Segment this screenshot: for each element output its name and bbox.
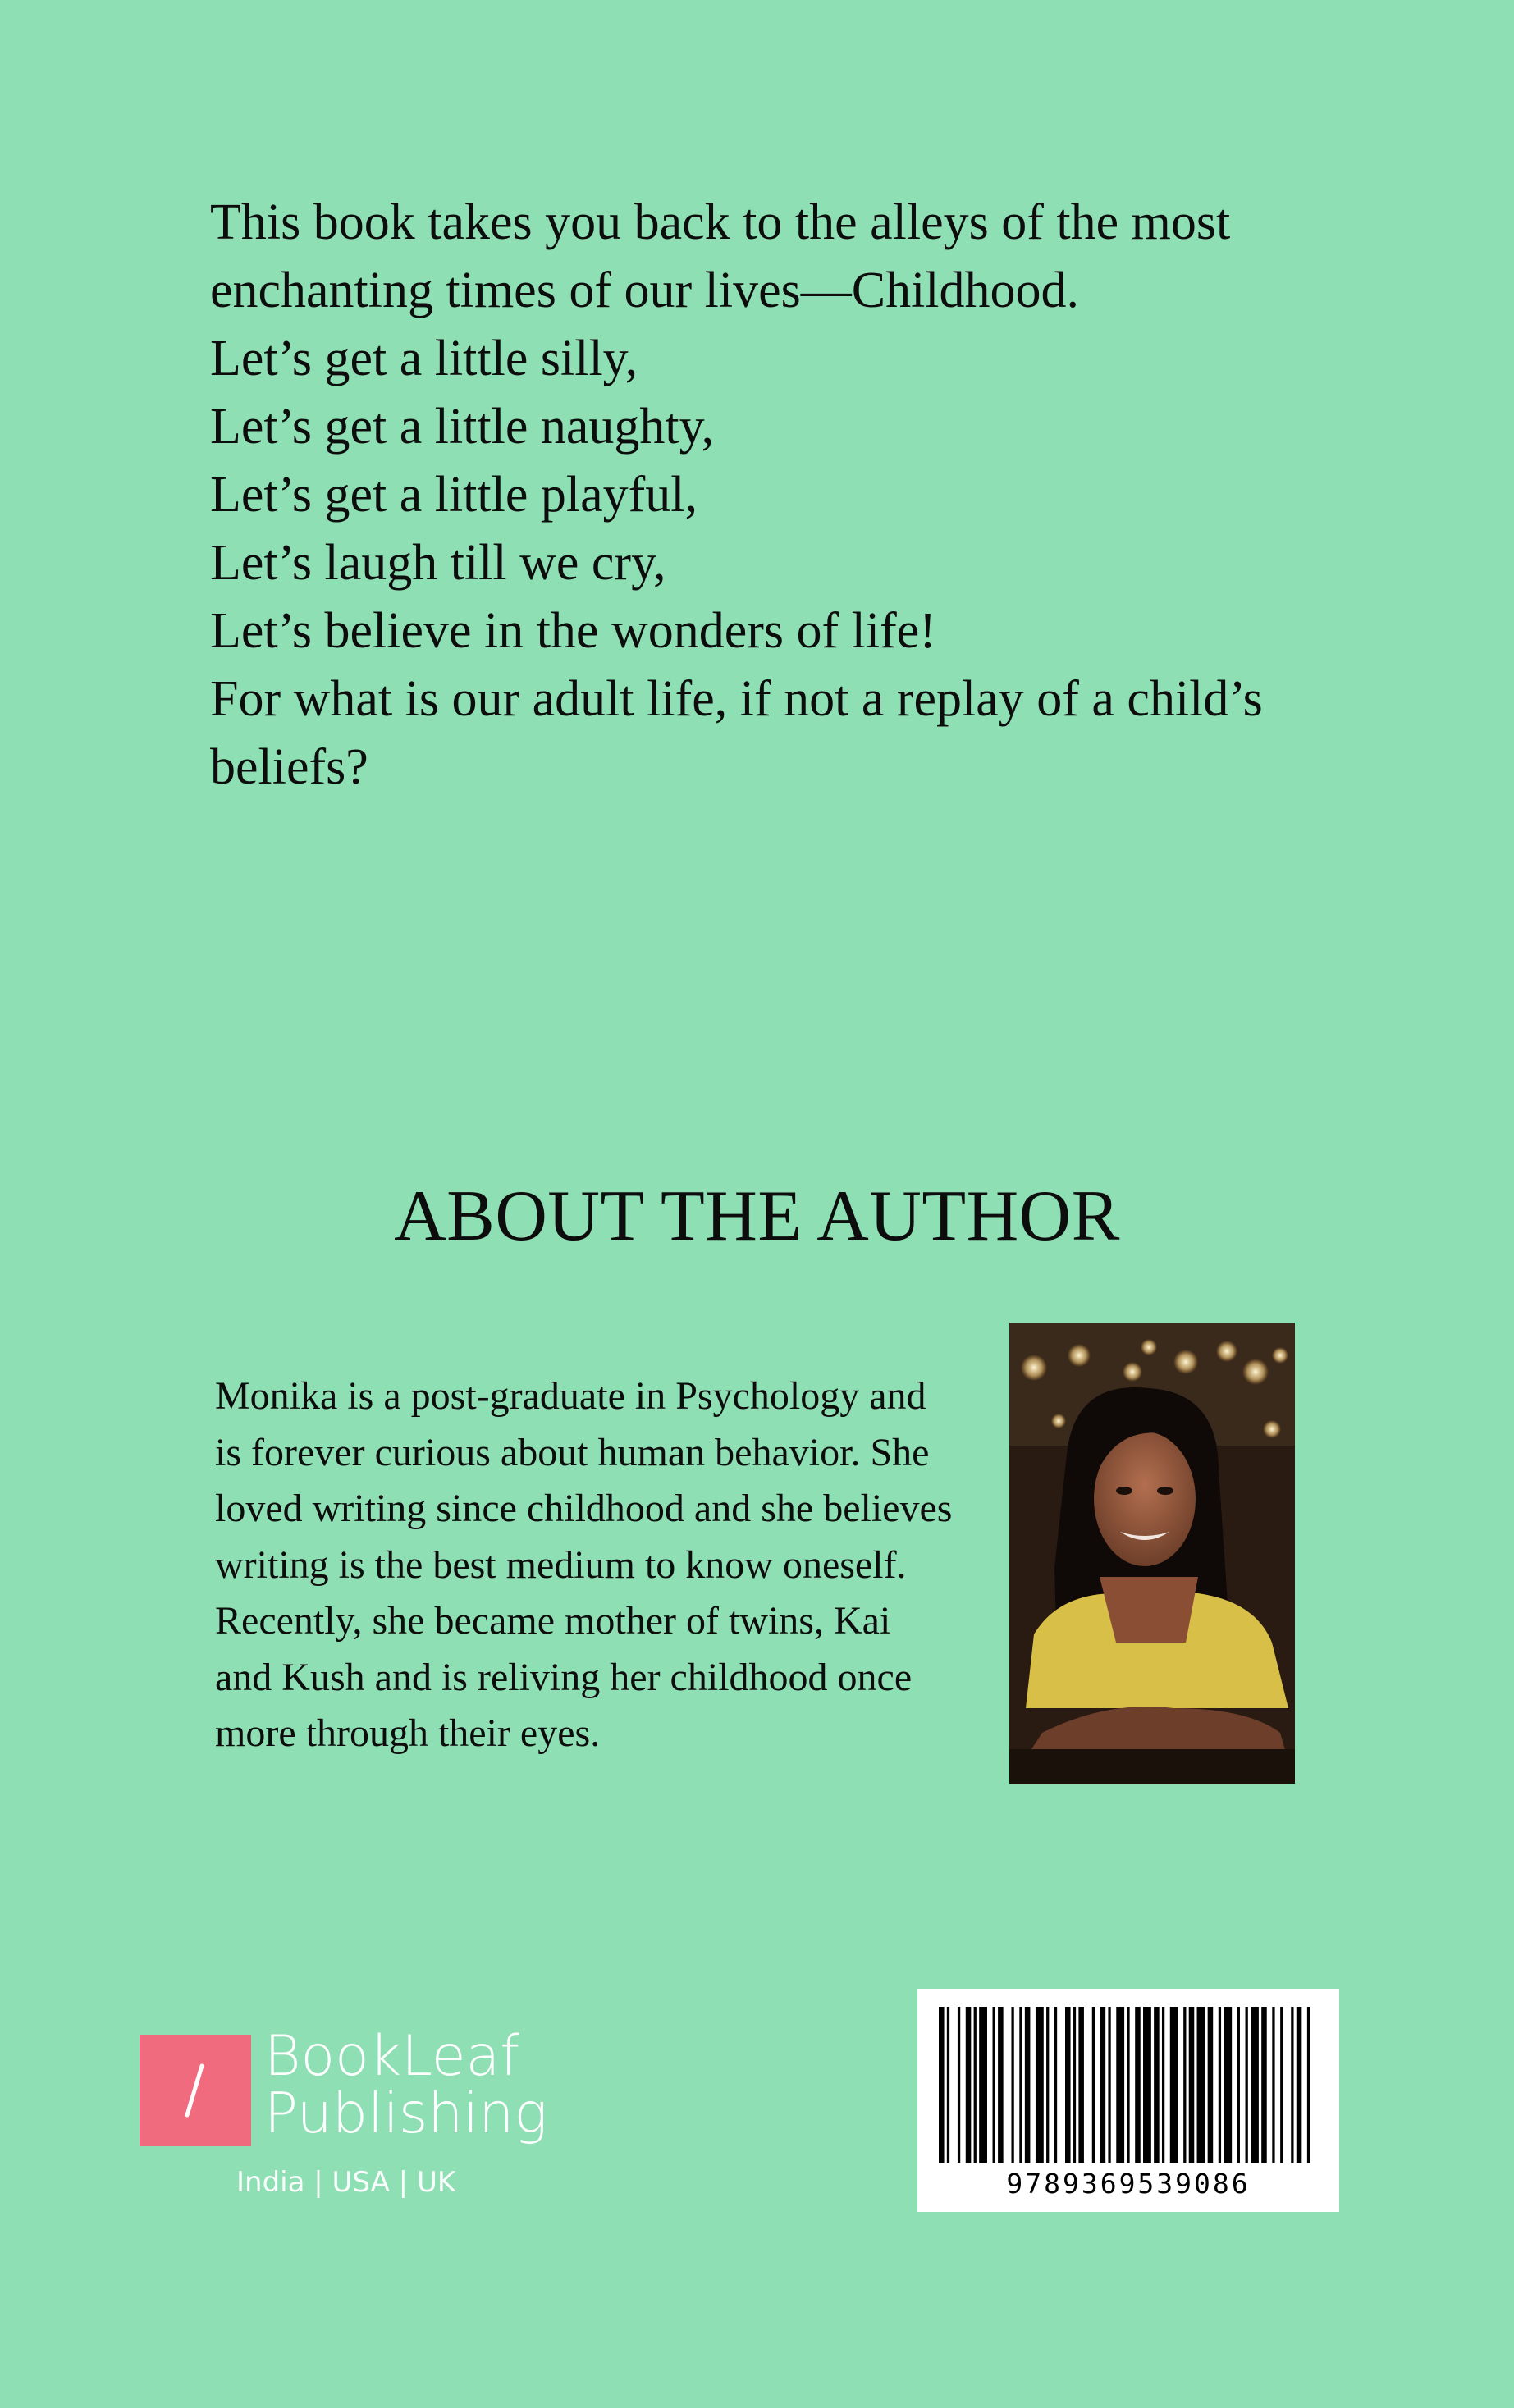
publisher-name bbox=[264, 2024, 548, 2146]
slash-icon bbox=[140, 2035, 251, 2146]
publisher-name-line-1: BookLeaf bbox=[264, 2024, 520, 2089]
barcode-bars-icon bbox=[939, 2007, 1318, 2163]
isbn-number: 9789369539086 bbox=[1006, 2168, 1251, 2200]
author-bio: Monika is a post-graduate in Psychology and is forever curious about human behavior. She loved writing since childhood and she believes writing is the best medium to know oneself. Recently, she became mother of twins, Kai and Kush and is reliving her childhood once more through their eyes. bbox=[215, 1374, 953, 1755]
blurb bbox=[210, 189, 1342, 802]
blurb-line-4: Let’s get a little playful, bbox=[210, 467, 698, 523]
about-heading: ABOUT THE AUTHOR bbox=[394, 1177, 1120, 1256]
barcode bbox=[917, 1989, 1339, 2212]
publisher-regions: India | USA | UK bbox=[236, 2166, 456, 2199]
blurb-line-7: For what is our adult life, if not a replay of a child’s beliefs? bbox=[210, 671, 1263, 795]
blurb-line-6: Let’s believe in the wonders of life! bbox=[210, 603, 936, 659]
publisher-name-line-2: Publishing bbox=[264, 2081, 548, 2146]
blurb-line-2: Let’s get a little silly, bbox=[210, 331, 638, 386]
publisher-logo-mark bbox=[140, 2035, 251, 2146]
blurb-line-5: Let’s laugh till we cry, bbox=[210, 535, 666, 591]
author-photo bbox=[1009, 1323, 1295, 1784]
blurb-line-3: Let’s get a little naughty, bbox=[210, 399, 715, 455]
blurb-line-1: This book takes you back to the alleys of the most enchanting times of our lives—Childhood. bbox=[210, 194, 1231, 318]
